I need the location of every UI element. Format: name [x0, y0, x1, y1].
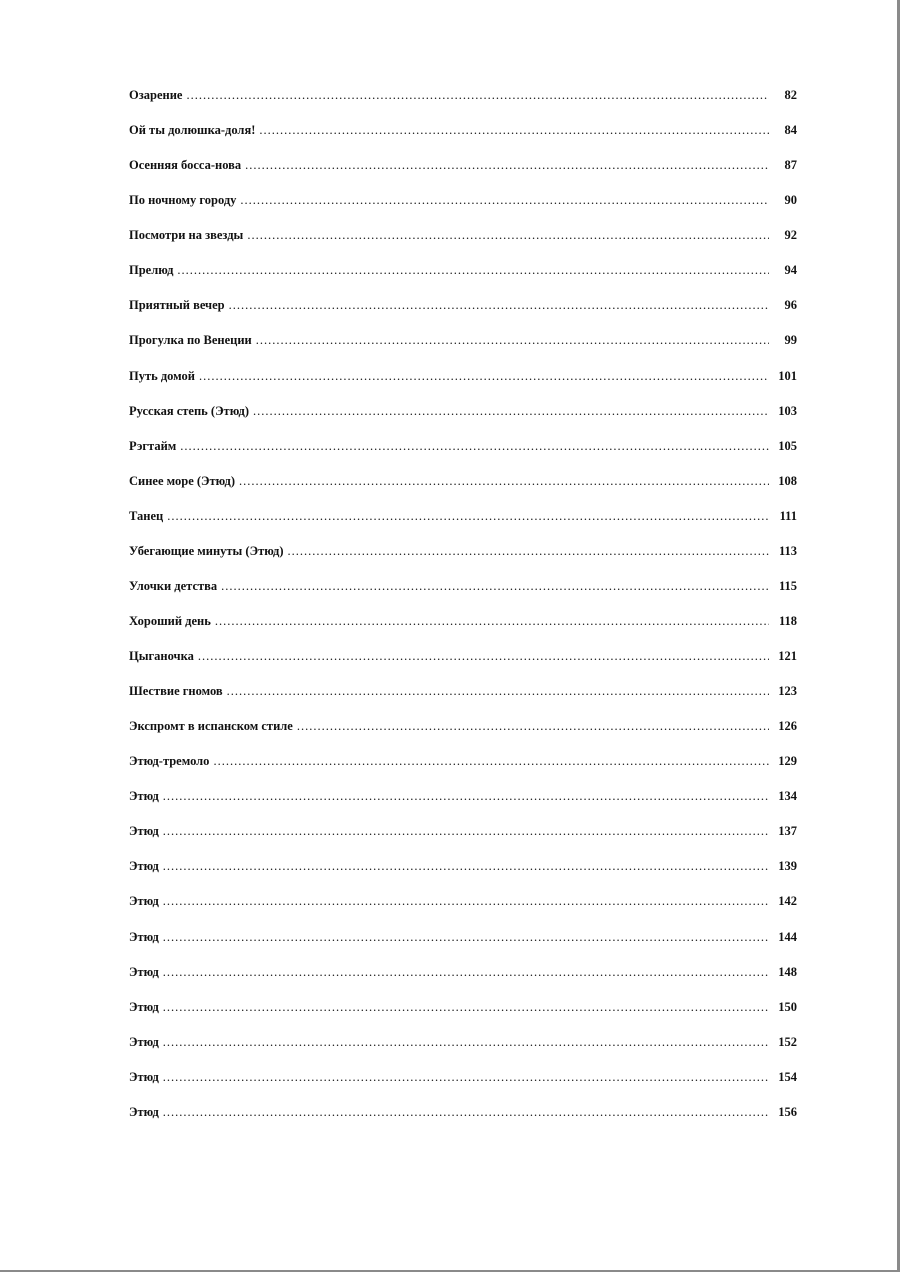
- toc-dot-leader: [163, 785, 769, 807]
- toc-entry-title: Синее море (Этюд): [129, 473, 235, 488]
- toc-entry: [129, 329, 797, 364]
- toc-entry-page-number: 154: [778, 1069, 797, 1084]
- toc-entry-page-number: 82: [784, 88, 797, 102]
- toc-entry-page-number: 148: [778, 964, 797, 979]
- toc-entry-page-number: 96: [784, 298, 797, 313]
- toc-entry: [129, 400, 797, 435]
- toc-entry-title: Экспромт в испанском стиле: [129, 719, 293, 734]
- toc-entry: [129, 435, 797, 470]
- toc-entry-title: Этюд: [129, 1069, 159, 1084]
- toc-entry: [129, 610, 797, 645]
- toc-entry-title: Этюд: [129, 859, 159, 874]
- toc-entry-title: Этюд: [129, 999, 159, 1014]
- toc-entry-title: Улочки детства: [129, 578, 218, 593]
- toc-entry-title: Путь домой: [129, 368, 195, 383]
- toc-entry: [129, 470, 797, 505]
- toc-dot-leader: [180, 435, 769, 457]
- toc-entry-title: Этюд: [129, 1034, 159, 1049]
- toc-dot-leader: [253, 400, 769, 422]
- toc-entry-page-number: 94: [784, 263, 797, 278]
- toc-entry: [129, 540, 797, 575]
- toc-entry-page-number: 142: [778, 894, 797, 909]
- toc-dot-leader: [221, 575, 769, 597]
- toc-entry: [129, 1101, 797, 1136]
- toc-entry-title: Прелюд: [129, 263, 174, 278]
- toc-dot-leader: [239, 470, 769, 492]
- toc-entry: [129, 785, 797, 820]
- toc-dot-leader: [288, 540, 769, 562]
- toc-entry-page-number: 115: [778, 578, 797, 593]
- toc-entry-page-number: 103: [778, 403, 797, 418]
- toc-entry-title: Этюд-тремоло: [129, 754, 210, 769]
- toc-entry: [129, 926, 797, 961]
- toc-entry: [129, 855, 797, 890]
- toc-entry-page-number: 90: [784, 193, 797, 208]
- toc-dot-leader: [177, 259, 769, 281]
- toc-entry: [129, 890, 797, 925]
- toc-dot-leader: [245, 154, 769, 176]
- toc-entry-title: Озарение: [129, 88, 183, 102]
- toc-entry-page-number: 121: [778, 649, 797, 663]
- toc-entry-page-number: 139: [778, 859, 797, 874]
- toc-entry-page-number: 150: [778, 999, 797, 1014]
- toc-entry-page-number: 144: [778, 929, 797, 944]
- toc-entry: [129, 680, 797, 715]
- toc-entry: [129, 715, 797, 750]
- toc-entry-title: Этюд: [129, 789, 159, 804]
- toc-entry: [129, 224, 797, 259]
- toc-dot-leader: [256, 329, 769, 351]
- toc-entry-page-number: 99: [784, 333, 797, 348]
- toc-dot-leader: [163, 1101, 769, 1123]
- toc-entry-title: Прогулка по Венеции: [129, 333, 252, 348]
- toc-entry: [129, 1031, 797, 1066]
- toc-entry-title: Убегающие минуты (Этюд): [129, 543, 284, 558]
- toc-entry: [129, 750, 797, 785]
- toc-dot-leader: [229, 294, 769, 316]
- toc-entry: [129, 154, 797, 189]
- toc-dot-leader: [163, 961, 769, 983]
- toc-entry-title: Этюд: [129, 964, 159, 979]
- toc-dot-leader: [163, 996, 769, 1018]
- toc-entry: [129, 1066, 797, 1101]
- toc-entry-page-number: 108: [778, 473, 797, 488]
- toc-entry-page-number: 92: [784, 228, 797, 243]
- toc-entry: [129, 119, 797, 154]
- toc-dot-leader: [259, 119, 769, 141]
- toc-entry: [129, 189, 797, 224]
- toc-entry-title: Этюд: [129, 824, 159, 839]
- toc-entry: [129, 505, 797, 540]
- toc-entry-title: Русская степь (Этюд): [129, 403, 250, 418]
- toc-entry-page-number: 126: [778, 719, 797, 734]
- toc-entry-title: Шествие гномов: [129, 684, 223, 699]
- toc-dot-leader: [167, 505, 769, 527]
- toc-dot-leader: [163, 1066, 769, 1088]
- toc-entry-page-number: 123: [778, 684, 797, 699]
- toc-entry-page-number: 84: [784, 123, 797, 138]
- toc-dot-leader: [163, 820, 769, 842]
- toc-entry-page-number: 87: [784, 158, 797, 173]
- toc-entry-page-number: 134: [778, 789, 797, 804]
- toc-entry-title: Осенняя босса-нова: [129, 158, 242, 173]
- toc-dot-leader: [240, 189, 769, 211]
- toc-entry: [129, 365, 797, 400]
- toc-entry-page-number: 156: [778, 1104, 797, 1119]
- toc-entry-title: Этюд: [129, 894, 159, 909]
- toc-entry-title: Хороший день: [129, 613, 211, 628]
- toc-dot-leader: [213, 750, 769, 772]
- toc-dot-leader: [163, 890, 769, 912]
- toc-entry-title: Этюд: [129, 1104, 159, 1119]
- toc-dot-leader: [198, 645, 769, 667]
- toc-dot-leader: [297, 715, 769, 737]
- toc-dot-leader: [199, 365, 769, 387]
- toc-entry-title: Цыганочка: [129, 649, 194, 663]
- toc-entry-title: Ой ты долюшка-доля!: [129, 123, 256, 138]
- toc-dot-leader: [163, 1031, 769, 1053]
- toc-entry-title: Танец: [129, 508, 164, 523]
- toc-entry-page-number: 113: [778, 543, 797, 558]
- toc-dot-leader: [227, 680, 769, 702]
- toc-entry-page-number: 129: [778, 754, 797, 769]
- toc-entry: [129, 645, 797, 680]
- toc-entry-title: По ночному городу: [129, 193, 237, 208]
- toc-entry: [129, 259, 797, 294]
- toc-entry-page-number: 118: [778, 613, 797, 628]
- toc-entry-title: Рэгтайм: [129, 438, 177, 453]
- toc-entry: [129, 996, 797, 1031]
- toc-entry-page-number: 152: [778, 1034, 797, 1049]
- toc-entry: [129, 820, 797, 855]
- toc-entry: [129, 961, 797, 996]
- toc-dot-leader: [163, 855, 769, 877]
- toc-dot-leader: [215, 610, 769, 632]
- toc-dot-leader: [247, 224, 769, 246]
- toc-entry-title: Приятный вечер: [129, 298, 225, 313]
- table-of-contents: [129, 84, 797, 1136]
- toc-entry-page-number: 111: [779, 508, 797, 523]
- toc-dot-leader: [163, 926, 769, 948]
- toc-entry-title: Посмотри на звезды: [129, 228, 244, 243]
- toc-dot-leader: [186, 84, 769, 106]
- toc-entry: [129, 294, 797, 329]
- toc-entry-page-number: 137: [778, 824, 797, 839]
- toc-entry-page-number: 101: [778, 368, 797, 383]
- toc-entry-title: Этюд: [129, 929, 159, 944]
- toc-entry: [129, 84, 797, 119]
- toc-entry-page-number: 105: [778, 438, 797, 453]
- toc-entry: [129, 575, 797, 610]
